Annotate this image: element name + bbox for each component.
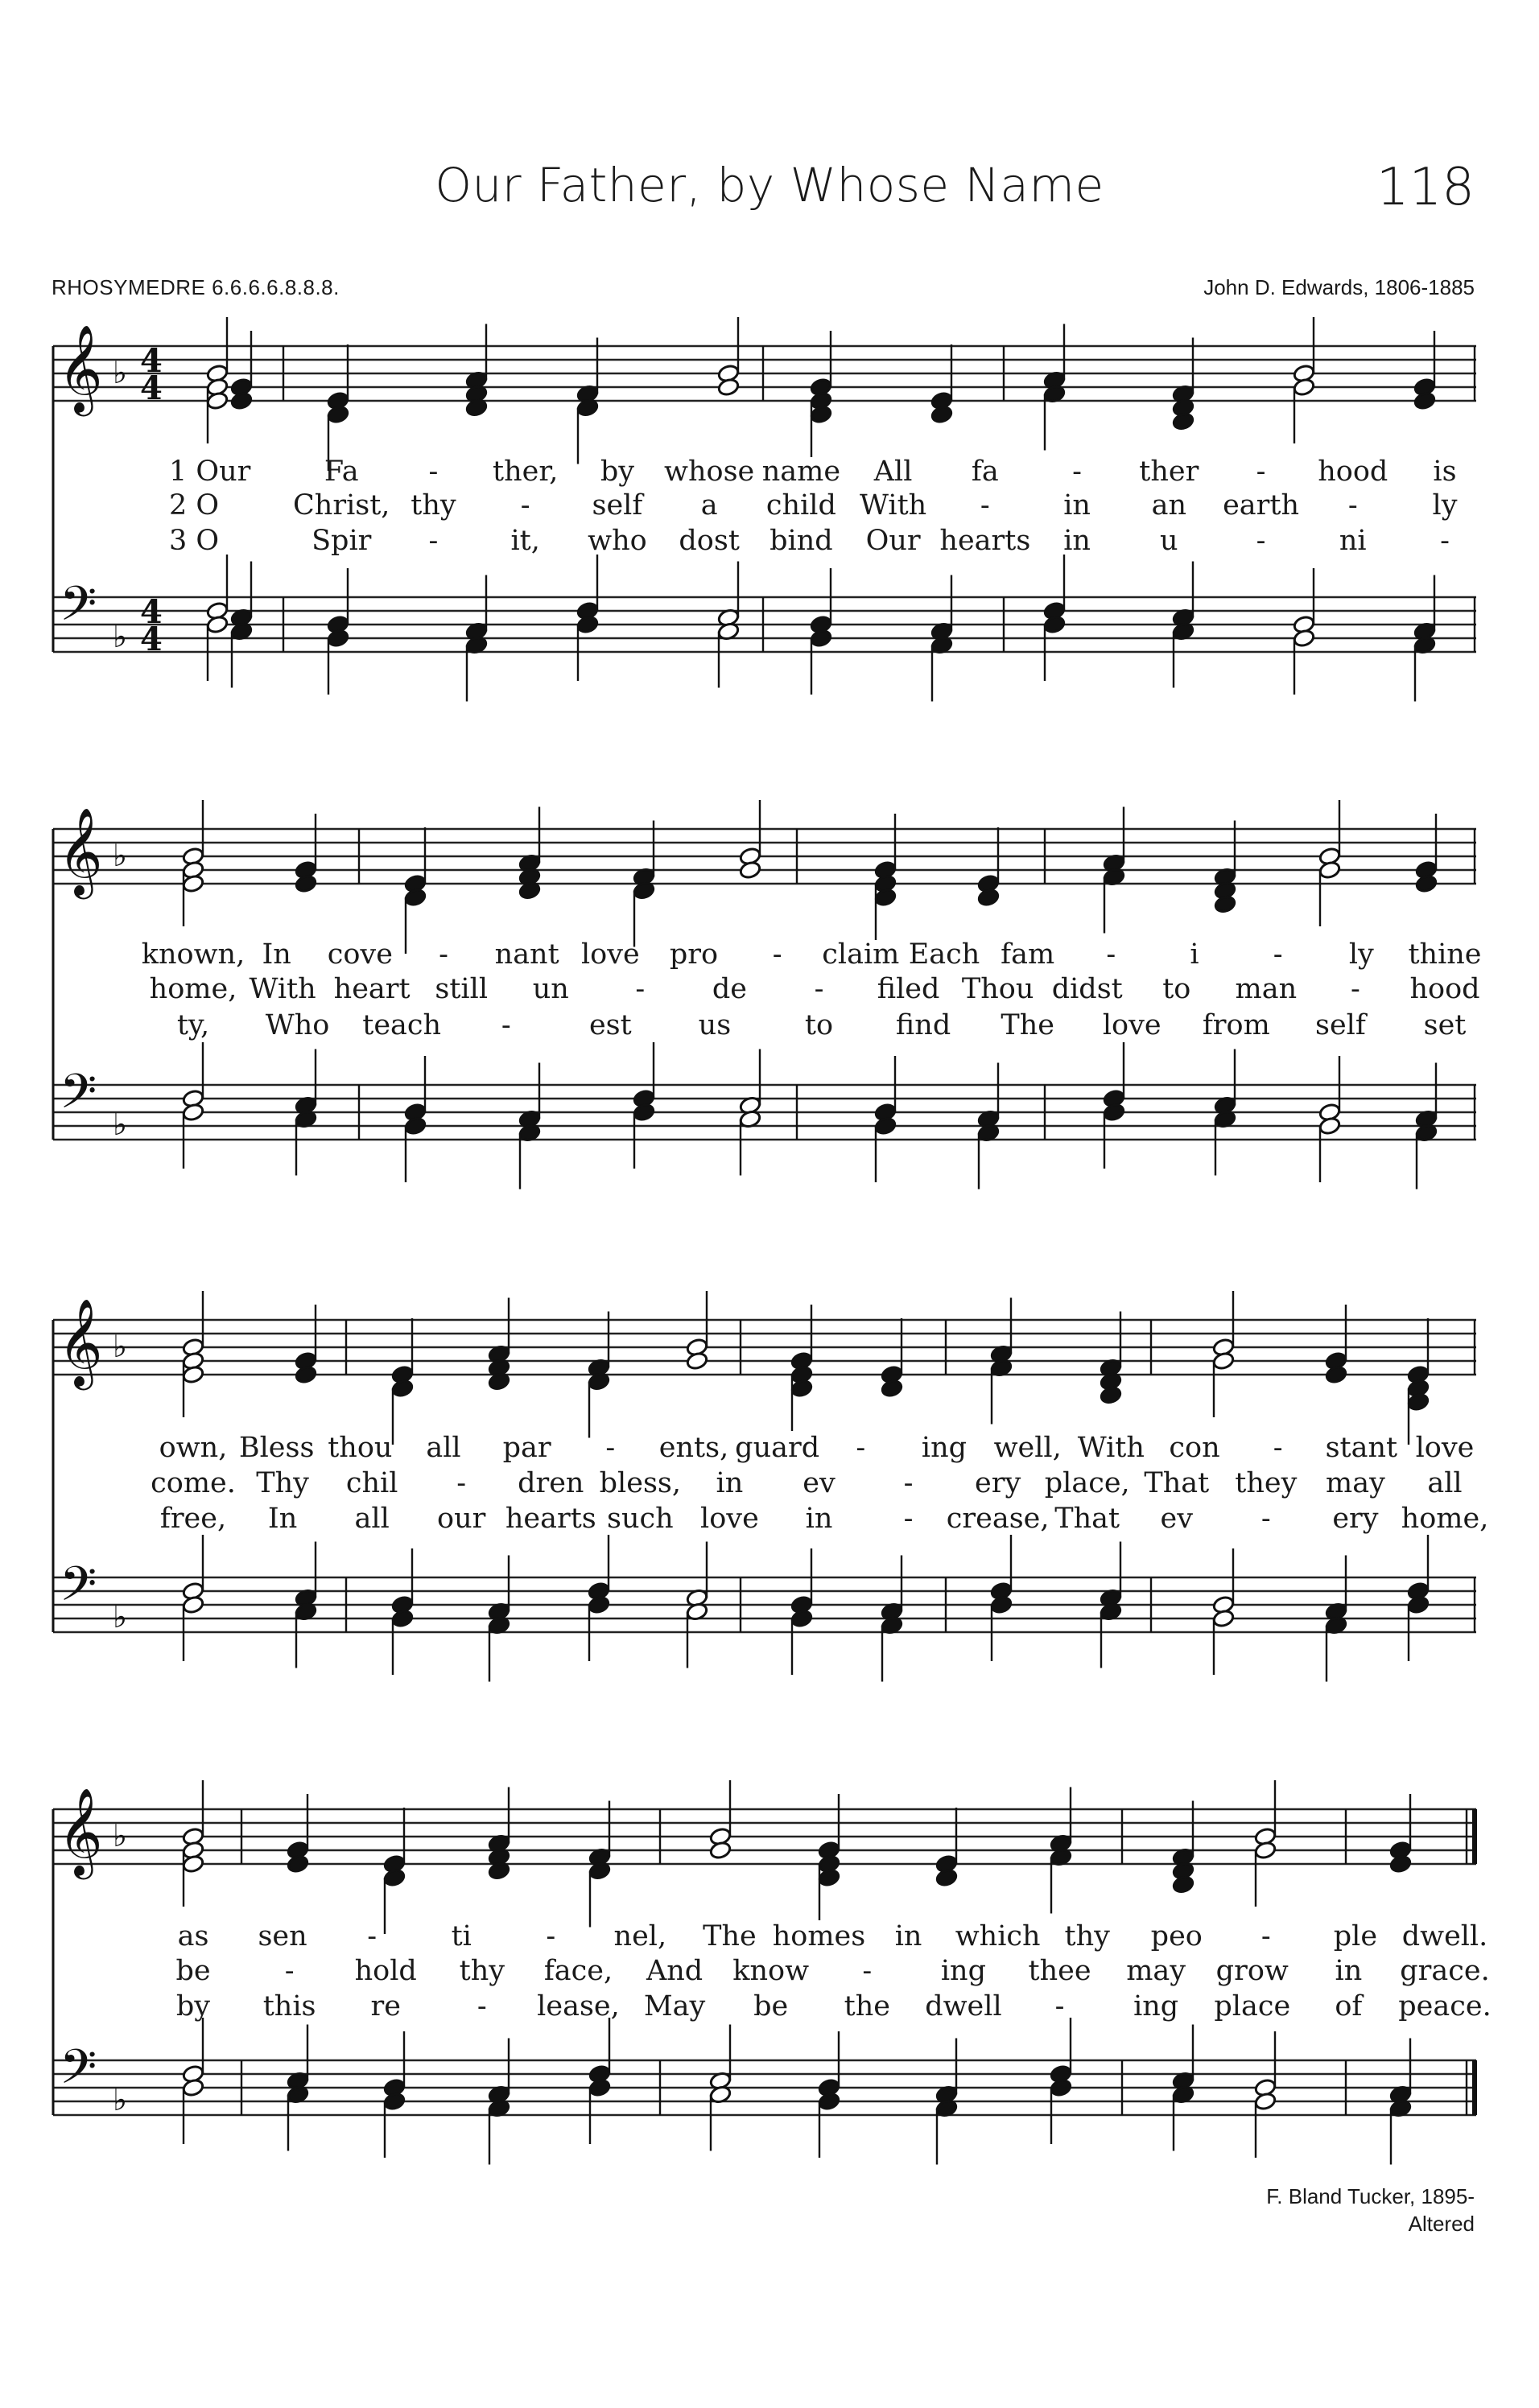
lyric-syllable: 3 O: [169, 525, 220, 557]
lyric-syllable: grace.: [1400, 1955, 1490, 1987]
lyric-syllable: may: [1126, 1955, 1186, 1987]
treble-note: [1318, 860, 1341, 880]
treble-clef-icon: 𝄞: [58, 808, 103, 896]
lyric-syllable: love: [700, 1503, 759, 1535]
treble-note: [206, 391, 229, 410]
lyric-syllable: thee: [1028, 1955, 1091, 1987]
lyric-syllable: With: [1077, 1432, 1145, 1464]
lyric-hyphen: -: [1054, 1990, 1065, 2022]
lyric-syllable: our: [437, 1503, 486, 1535]
treble-note: [1389, 1854, 1412, 1874]
lyric-syllable: filed: [877, 973, 940, 1005]
treble-note: [739, 860, 761, 880]
lyric-syllable: know: [732, 1955, 810, 1987]
bass-note: [1050, 2078, 1072, 2097]
lyric-syllable: est: [588, 1009, 632, 1041]
bass-clef-icon: 𝄢: [60, 575, 97, 643]
bass-note: [990, 1595, 1013, 1614]
lyric-syllable: Our: [865, 525, 921, 557]
composer-credit: John D. Edwards, 1806-1885: [1203, 275, 1475, 299]
lyric-syllable: The: [703, 1920, 757, 1952]
lyric-syllable: And: [646, 1955, 703, 1987]
lyric-syllable: man: [1235, 973, 1298, 1005]
lyric-syllable: ly: [1432, 489, 1458, 522]
lyric-syllable: free,: [159, 1503, 227, 1535]
lyric-hyphen: -: [1256, 456, 1266, 488]
lyric-syllable: grow: [1215, 1955, 1289, 1987]
treble-note: [717, 377, 740, 397]
lyric-syllable: known,: [141, 938, 245, 971]
lyric-syllable: hearts: [505, 1503, 596, 1535]
lyric-syllable: peo: [1150, 1920, 1203, 1952]
lyric-syllable: Spir: [312, 525, 372, 557]
lyric-hyphen: -: [1072, 456, 1082, 488]
lyric-syllable: ty,: [176, 1009, 210, 1041]
treble-note: [935, 1868, 958, 1887]
lyric-syllable: sen: [258, 1920, 307, 1952]
bass-note: [790, 1609, 813, 1628]
lyric-hyphen: -: [428, 525, 439, 557]
flat-icon: ♭: [113, 355, 127, 390]
lyric-syllable: cove: [327, 938, 393, 971]
treble-note: [977, 888, 1000, 907]
lyric-syllable: didst: [1051, 973, 1123, 1005]
bass-note: [588, 2078, 611, 2097]
flat-icon: ♭: [113, 2082, 127, 2117]
treble-note: [1407, 1392, 1430, 1412]
lyric-hyphen: -: [1347, 489, 1358, 522]
treble-clef-icon: 𝄞: [58, 325, 103, 413]
lyric-syllable: hood: [1409, 973, 1480, 1005]
lyric-syllable: pro: [669, 938, 719, 971]
lyric-syllable: hold: [354, 1955, 417, 1987]
lyric-hyphen: -: [546, 1920, 556, 1952]
lyric-hyphen: -: [1106, 938, 1116, 971]
treble-note: [709, 1841, 732, 1860]
lyric-syllable: ther,: [493, 456, 559, 488]
author-credit: F. Bland Tucker, 1895-: [1266, 2184, 1475, 2208]
lyric-syllable: a: [700, 489, 718, 522]
lyric-syllable: ther: [1139, 456, 1199, 488]
lyric-syllable: guard: [735, 1432, 820, 1464]
lyric-syllable: child: [765, 489, 836, 522]
treble-note: [182, 874, 204, 893]
lyric-syllable: this: [262, 1990, 316, 2022]
lyric-syllable: ing: [921, 1432, 968, 1464]
bass-note: [1293, 629, 1315, 648]
lyric-syllable: us: [698, 1009, 732, 1041]
lyric-syllable: ing: [940, 1955, 986, 1987]
lyric-syllable: Each: [908, 938, 980, 971]
lyric-syllable: in: [894, 1920, 922, 1952]
lyric-syllable: may: [1326, 1467, 1385, 1499]
treble-note: [790, 1379, 813, 1398]
lyric-hyphen: -: [284, 1955, 295, 1987]
treble-note: [1413, 391, 1436, 410]
lyric-syllable: ple: [1333, 1920, 1378, 1952]
lyric-syllable: in: [805, 1503, 833, 1535]
lyric-syllable: set: [1423, 1009, 1467, 1041]
treble-note: [287, 1854, 309, 1874]
lyric-syllable: dost: [679, 525, 740, 557]
lyric-syllable: In: [262, 938, 291, 971]
hymn-number: 118: [1376, 158, 1475, 217]
lyric-syllable: ev: [1160, 1503, 1194, 1535]
lyric-hyphen: -: [501, 1009, 511, 1041]
bass-note: [182, 2078, 204, 2097]
lyric-hyphen: -: [428, 456, 439, 488]
lyric-syllable: May: [643, 1990, 706, 2022]
lyric-hyphen: -: [635, 973, 646, 1005]
lyric-syllable: teach: [362, 1009, 442, 1041]
lyric-hyphen: -: [1273, 1432, 1283, 1464]
lyric-syllable: fa: [971, 456, 999, 488]
lyric-syllable: crease,: [946, 1503, 1050, 1535]
lyric-hyphen: -: [814, 973, 824, 1005]
lyric-hyphen: -: [1273, 938, 1283, 971]
lyric-hyphen: -: [367, 1920, 378, 1952]
bass-note: [391, 1609, 414, 1628]
lyric-syllable: come.: [151, 1467, 236, 1499]
treble-note: [874, 888, 897, 907]
lyric-syllable: it,: [510, 525, 540, 557]
lyric-syllable: chil: [345, 1467, 398, 1499]
bass-clef-icon: 𝄢: [60, 1556, 97, 1623]
treble-note: [182, 1854, 204, 1874]
treble-note: [383, 1868, 406, 1887]
lyric-syllable: to: [804, 1009, 834, 1041]
bass-note: [810, 629, 832, 648]
lyric-hyphen: -: [862, 1955, 873, 1987]
lyric-syllable: face,: [543, 1955, 613, 1987]
treble-note: [295, 874, 317, 893]
lyric-syllable: un: [532, 973, 569, 1005]
lyric-syllable: ents,: [658, 1432, 729, 1464]
treble-note: [810, 405, 832, 424]
lyric-syllable: name: [761, 456, 841, 488]
lyric-syllable: own,: [159, 1432, 228, 1464]
lyric-syllable: home,: [1401, 1503, 1489, 1535]
lyric-syllable: thine: [1408, 938, 1482, 971]
footer-credit: [1266, 2183, 1475, 2237]
lyric-syllable: ery: [1332, 1503, 1379, 1535]
lyric-hyphen: -: [856, 1432, 866, 1464]
time-signature: 4: [140, 593, 163, 631]
lyric-syllable: self: [592, 489, 643, 522]
flat-icon: ♭: [113, 1818, 127, 1853]
flat-icon: ♭: [113, 838, 127, 873]
lyric-syllable: de: [712, 973, 747, 1005]
bass-note: [327, 629, 349, 648]
lyric-syllable: in: [1063, 489, 1091, 522]
bass-note: [1103, 1103, 1125, 1122]
lyric-syllable: Thy: [256, 1467, 309, 1499]
flat-icon: ♭: [113, 1599, 127, 1635]
treble-note: [404, 888, 427, 907]
time-signature: 4: [140, 342, 163, 380]
lyric-hyphen: -: [980, 489, 990, 522]
lyric-syllable: heart: [333, 973, 411, 1005]
lyric-syllable: they: [1235, 1467, 1298, 1499]
lyric-syllable: bless,: [599, 1467, 682, 1499]
lyric-syllable: ti: [451, 1920, 472, 1952]
treble-note: [182, 1365, 204, 1384]
time-signature: 4: [140, 369, 163, 407]
lyric-syllable: thy: [411, 489, 456, 522]
treble-clef-icon: 𝄞: [58, 1299, 103, 1387]
lyric-hyphen: -: [903, 1503, 914, 1535]
lyric-hyphen: -: [903, 1467, 914, 1499]
lyric-syllable: by: [600, 456, 635, 488]
lyric-syllable: in: [1335, 1955, 1363, 1987]
bass-clef-icon: 𝄢: [60, 1063, 97, 1131]
bass-note: [576, 615, 599, 634]
flat-icon: ♭: [113, 619, 127, 654]
treble-note: [1172, 411, 1194, 431]
lyric-syllable: all: [426, 1432, 461, 1464]
lyric-syllable: as: [177, 1920, 209, 1952]
lyric-syllable: place: [1214, 1990, 1291, 2022]
lyric-syllable: home,: [149, 973, 237, 1005]
lyric-syllable: all: [354, 1503, 390, 1535]
lyric-syllable: par: [502, 1432, 551, 1464]
lyric-syllable: ing: [1133, 1990, 1179, 2022]
flat-icon: ♭: [113, 1107, 127, 1142]
lyric-syllable: which: [955, 1920, 1041, 1952]
lyric-syllable: claim: [822, 938, 900, 971]
bass-note: [633, 1103, 655, 1122]
lyric-syllable: Christ,: [293, 489, 390, 522]
lyric-syllable: an: [1151, 489, 1187, 522]
lyric-syllable: fam: [1001, 938, 1055, 971]
lyric-syllable: love: [1415, 1432, 1475, 1464]
lyric-syllable: homes: [772, 1920, 866, 1952]
lyric-syllable: con: [1169, 1432, 1220, 1464]
tune-name: RHOSYMEDRE 6.6.6.6.8.8.8.: [52, 275, 340, 299]
lyric-hyphen: -: [439, 938, 448, 971]
bass-note: [383, 2092, 406, 2111]
lyric-hyphen: -: [1351, 973, 1360, 1005]
lyric-syllable: With: [860, 489, 927, 522]
lyric-syllable: ery: [975, 1467, 1021, 1499]
bass-note: [874, 1116, 897, 1136]
lyric-syllable: earth: [1223, 489, 1299, 522]
lyric-hyphen: -: [477, 1990, 487, 2022]
lyric-syllable: All: [873, 456, 913, 488]
lyric-syllable: self: [1314, 1009, 1366, 1041]
lyric-syllable: dren: [518, 1467, 584, 1499]
treble-note: [1254, 1841, 1277, 1860]
bass-note: [1407, 1595, 1430, 1614]
lyric-syllable: to: [1162, 973, 1191, 1005]
lyric-syllable: the: [844, 1990, 890, 2022]
treble-note: [327, 405, 349, 424]
lyric-syllable: such: [607, 1503, 674, 1535]
lyric-syllable: love: [1102, 1009, 1161, 1041]
flat-icon: ♭: [113, 1329, 127, 1364]
lyric-syllable: still: [435, 973, 489, 1005]
lyric-syllable: be: [175, 1955, 211, 1987]
treble-note: [1100, 1385, 1122, 1404]
lyric-hyphen: -: [1260, 1503, 1271, 1535]
lyric-syllable: in: [716, 1467, 744, 1499]
lyric-syllable: hood: [1318, 456, 1388, 488]
lyric-hyphen: -: [1260, 1920, 1271, 1952]
lyric-hyphen: -: [605, 1432, 616, 1464]
lyric-syllable: dwell: [925, 1990, 1002, 2022]
lyric-syllable: That: [1054, 1503, 1120, 1535]
bass-note: [206, 615, 229, 634]
lyric-syllable: thy: [1064, 1920, 1110, 1952]
lyric-syllable: 1 Our: [169, 456, 251, 488]
lyric-syllable: hearts: [939, 525, 1031, 557]
lyric-syllable: dwell.: [1401, 1920, 1488, 1952]
lyric-syllable: of: [1335, 1990, 1363, 2022]
lyric-syllable: in: [1063, 525, 1091, 557]
bass-note: [404, 1116, 427, 1136]
treble-note: [1214, 894, 1236, 913]
lyric-syllable: stant: [1325, 1432, 1398, 1464]
treble-note: [230, 391, 253, 410]
bass-note: [1254, 2092, 1277, 2111]
treble-note: [686, 1351, 708, 1371]
lyric-syllable: who: [588, 525, 647, 557]
lyric-hyphen: -: [772, 938, 782, 971]
lyric-syllable: peace.: [1398, 1990, 1492, 2022]
time-signature: 4: [140, 621, 163, 658]
lyric-syllable: place,: [1044, 1467, 1130, 1499]
lyric-syllable: The: [1001, 1009, 1054, 1041]
lyric-syllable: love: [580, 938, 640, 971]
lyric-syllable: u: [1160, 525, 1178, 557]
lyric-syllable: thou: [328, 1432, 393, 1464]
page-title: Our Father, by Whose Name: [435, 158, 1104, 212]
treble-clef-icon: 𝄞: [58, 1788, 103, 1876]
lyric-syllable: Bless: [238, 1432, 315, 1464]
bass-note: [1043, 615, 1066, 634]
treble-note: [1293, 377, 1315, 397]
lyric-syllable: from: [1202, 1009, 1270, 1041]
treble-note: [1212, 1351, 1235, 1371]
bass-note: [182, 1595, 204, 1614]
treble-note: [818, 1868, 840, 1887]
bass-note: [1212, 1609, 1235, 1628]
treble-note: [1172, 1874, 1194, 1894]
treble-note: [391, 1379, 414, 1398]
lyric-syllable: is: [1433, 456, 1457, 488]
bass-note: [182, 1103, 204, 1122]
lyric-syllable: all: [1427, 1467, 1463, 1499]
lyric-syllable: Thou: [961, 973, 1034, 1005]
treble-note: [1325, 1365, 1347, 1384]
lyric-syllable: Who: [265, 1009, 330, 1041]
lyric-hyphen: -: [456, 1467, 467, 1499]
lyric-syllable: 2 O: [169, 489, 220, 522]
bass-note: [1318, 1116, 1341, 1136]
lyric-syllable: ni: [1339, 525, 1367, 557]
lyric-hyphen: -: [520, 489, 530, 522]
lyric-hyphen: -: [1440, 525, 1450, 557]
lyric-syllable: whose: [664, 456, 755, 488]
lyric-syllable: ev: [803, 1467, 836, 1499]
bass-note: [588, 1595, 610, 1614]
lyric-syllable: find: [895, 1009, 951, 1041]
treble-note: [1415, 874, 1438, 893]
lyric-syllable: well,: [993, 1432, 1062, 1464]
lyric-syllable: In: [267, 1503, 298, 1535]
treble-note: [881, 1379, 903, 1398]
lyric-syllable: ly: [1348, 938, 1374, 971]
lyric-hyphen: -: [1256, 525, 1266, 557]
treble-note: [930, 405, 953, 424]
treble-note: [295, 1365, 317, 1384]
lyric-syllable: nel,: [613, 1920, 667, 1952]
lyric-syllable: That: [1144, 1467, 1210, 1499]
lyric-syllable: be: [753, 1990, 789, 2022]
lyric-syllable: lease,: [537, 1990, 620, 2022]
lyric-syllable: nant: [494, 938, 559, 971]
lyric-syllable: re: [370, 1990, 401, 2022]
altered-note: Altered: [1408, 2212, 1475, 2236]
lyric-syllable: i: [1190, 938, 1199, 971]
bass-clef-icon: 𝄢: [60, 2039, 97, 2106]
lyric-syllable: bind: [770, 525, 833, 557]
lyric-syllable: by: [175, 1990, 211, 2022]
lyric-syllable: With: [249, 973, 316, 1005]
bass-note: [818, 2092, 840, 2111]
lyric-syllable: thy: [459, 1955, 505, 1987]
lyric-syllable: Fa: [324, 456, 359, 488]
